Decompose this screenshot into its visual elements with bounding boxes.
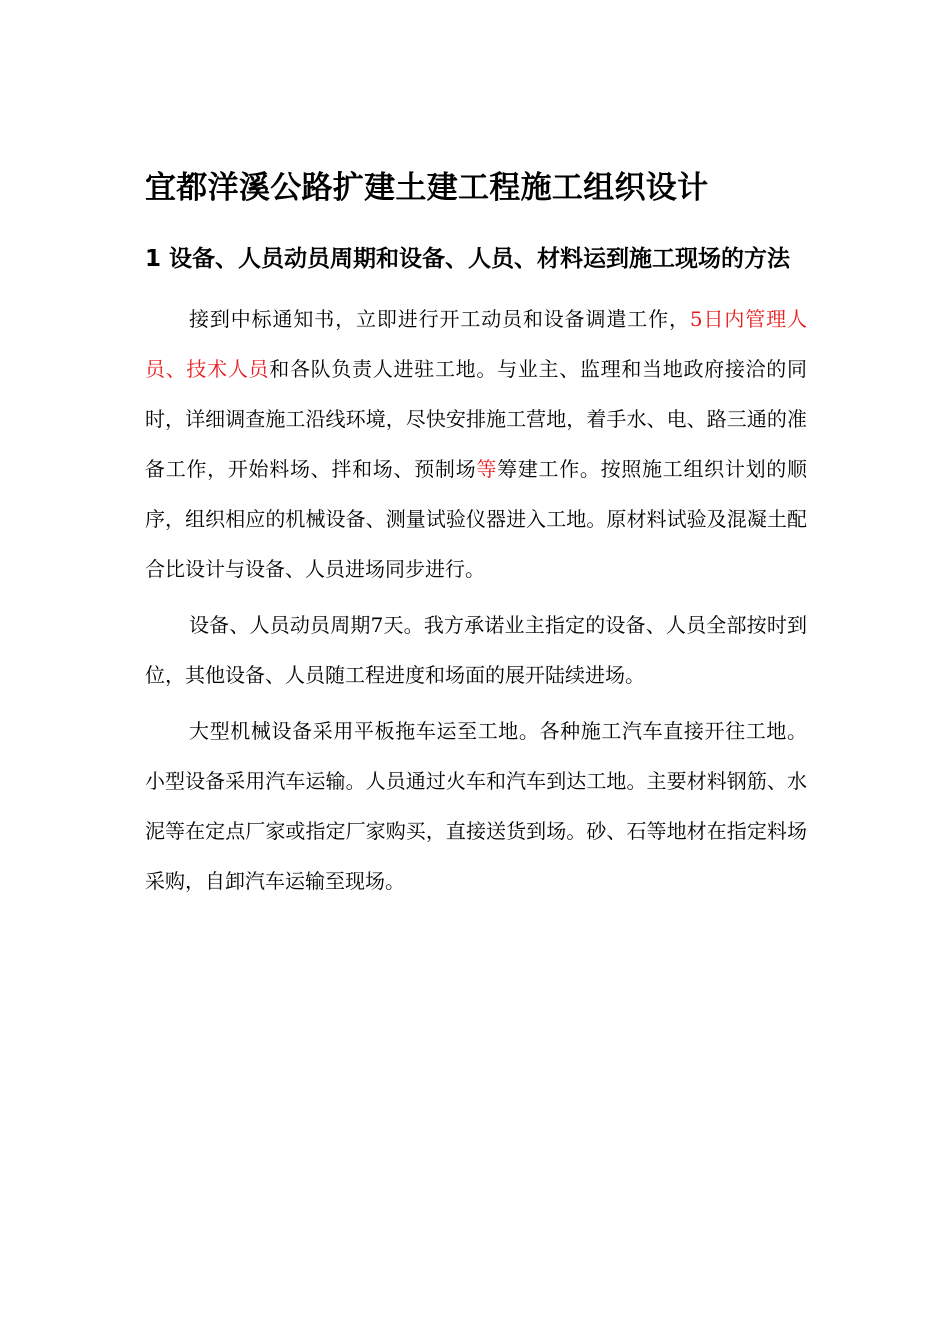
paragraph-text-segment: 和各队负责人进驻工地。与业主、监理和当地政府接洽的同时，详细调查施工沿线环境，尽快安排施工营地，着手水、电、路三通的准备工作，开始料场、拌和场、预制场: [145, 357, 808, 481]
paragraph-transport-method: 大型机械设备采用平板拖车运至工地。各种施工汽车直接开往工地。小型设备采用汽车运输。人员通过火车和汽车到达工地。主要材料钢筋、水泥等在定点厂家或指定厂家购买，直接送货到场。砂、石等地材在指定料场采购，自卸汽车运输至现场。: [145, 719, 807, 893]
section-heading: 1 设备、人员动员周期和设备、人员、材料运到施工现场的方法: [145, 246, 791, 272]
highlighted-text-segment: 等: [476, 457, 498, 481]
paragraph-text-segment: 接到中标通知书，立即进行开工动员和设备调遣工作，: [189, 307, 690, 331]
paragraph-text-segment: 筹建工作。按照施工组织计划的顺序，组织相应的机械设备、测量试验仪器进入工地。原材料试验及混凝土配合比设计与设备、人员进场同步进行。: [145, 457, 808, 581]
document-title: 宜都洋溪公路扩建土建工程施工组织设计: [145, 170, 709, 206]
highlighted-text-segment: 5日内管理人员、技术人员: [145, 307, 808, 381]
document-page: [145, 168, 807, 912]
paragraph-mobilization-period: 设备、人员动员周期7天。我方承诺业主指定的设备、人员全部按时到位，其他设备、人员随工程进度和场面的展开陆续进场。: [145, 613, 807, 687]
paragraph-mobilization: [145, 294, 807, 594]
